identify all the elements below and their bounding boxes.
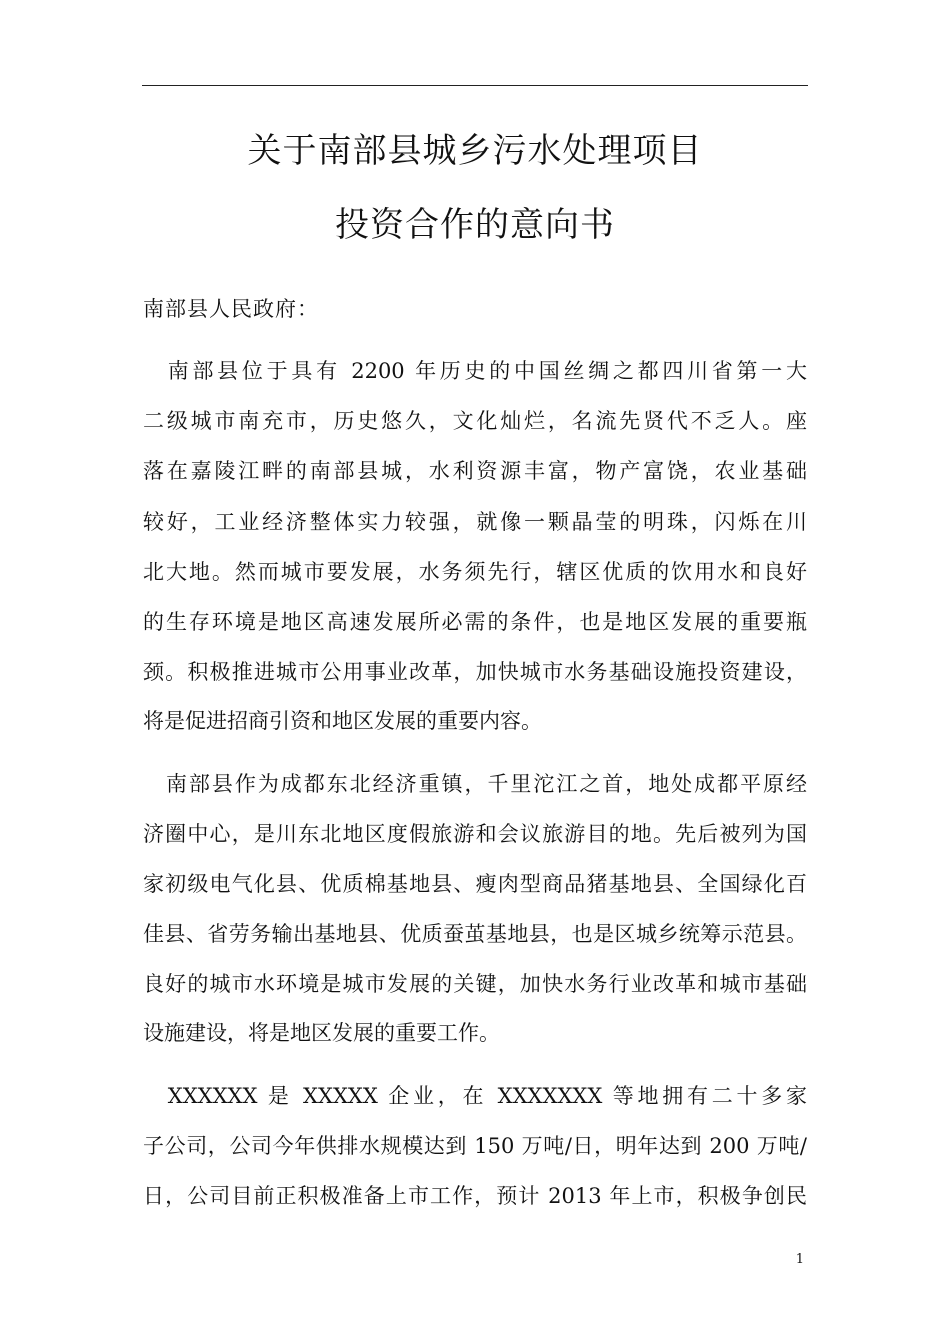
paragraph-1-line: 落在嘉陵江畔的南部县城，水利资源丰富，物产富饶，农业基础 (143, 459, 807, 483)
paragraph-1-line: 将是促进招商引资和地区发展的重要内容。 (143, 709, 542, 733)
paragraph-1-line: 二级城市南充市，历史悠久，文化灿烂，名流先贤代不乏人。座 (143, 409, 807, 433)
paragraph-2-line: 家初级电气化县、优质棉基地县、瘦肉型商品猪基地县、全国绿化百 (143, 872, 807, 896)
paragraph-2-line: 良好的城市水环境是城市发展的关键，加快水务行业改革和城市基础 (143, 972, 807, 996)
paragraph-3-line: 日，公司目前正积极准备上市工作，预计 2013 年上市，积极争创民 (143, 1184, 807, 1208)
page-number: 1 (795, 1252, 804, 1267)
paragraph-3-line: 子公司，公司今年供排水规模达到 150 万吨/日，明年达到 200 万吨/ (143, 1134, 807, 1158)
salutation: 南部县人民政府： (143, 297, 319, 321)
paragraph-2-line: 佳县、省劳务输出基地县、优质蚕茧基地县，也是区城乡统筹示范县。 (143, 922, 807, 946)
paragraph-1-line: 较好，工业经济整体实力较强，就像一颗晶莹的明珠，闪烁在川 (143, 510, 807, 534)
paragraph-1-line: 北大地。然而城市要发展，水务须先行，辖区优质的饮用水和良好 (143, 560, 807, 584)
paragraph-3-line: XXXXXX 是 XXXXX 企业，在 XXXXXXX 等地拥有二十多家 (143, 1084, 807, 1108)
title-line-2: 投资合作的意向书 (335, 205, 615, 245)
paragraph-2-line: 南部县作为成都东北经济重镇，千里沱江之首，地处成都平原经 (143, 772, 807, 796)
paragraph-1-line: 的生存环境是地区高速发展所必需的条件，也是地区发展的重要瓶 (143, 610, 807, 634)
paragraph-2-line: 济圈中心，是川东北地区度假旅游和会议旅游目的地。先后被列为国 (143, 822, 807, 846)
paragraph-1-line: 颈。积极推进城市公用事业改革，加快城市水务基础设施投资建设， (143, 660, 807, 684)
paragraph-2-line: 设施建设，将是地区发展的重要工作。 (143, 1021, 500, 1045)
paragraph-1-line: 南部县位于具有 2200 年历史的中国丝绸之都四川省第一大 (143, 359, 807, 383)
header-rule (142, 85, 808, 86)
title-line-1: 关于南部县城乡污水处理项目 (247, 131, 703, 171)
